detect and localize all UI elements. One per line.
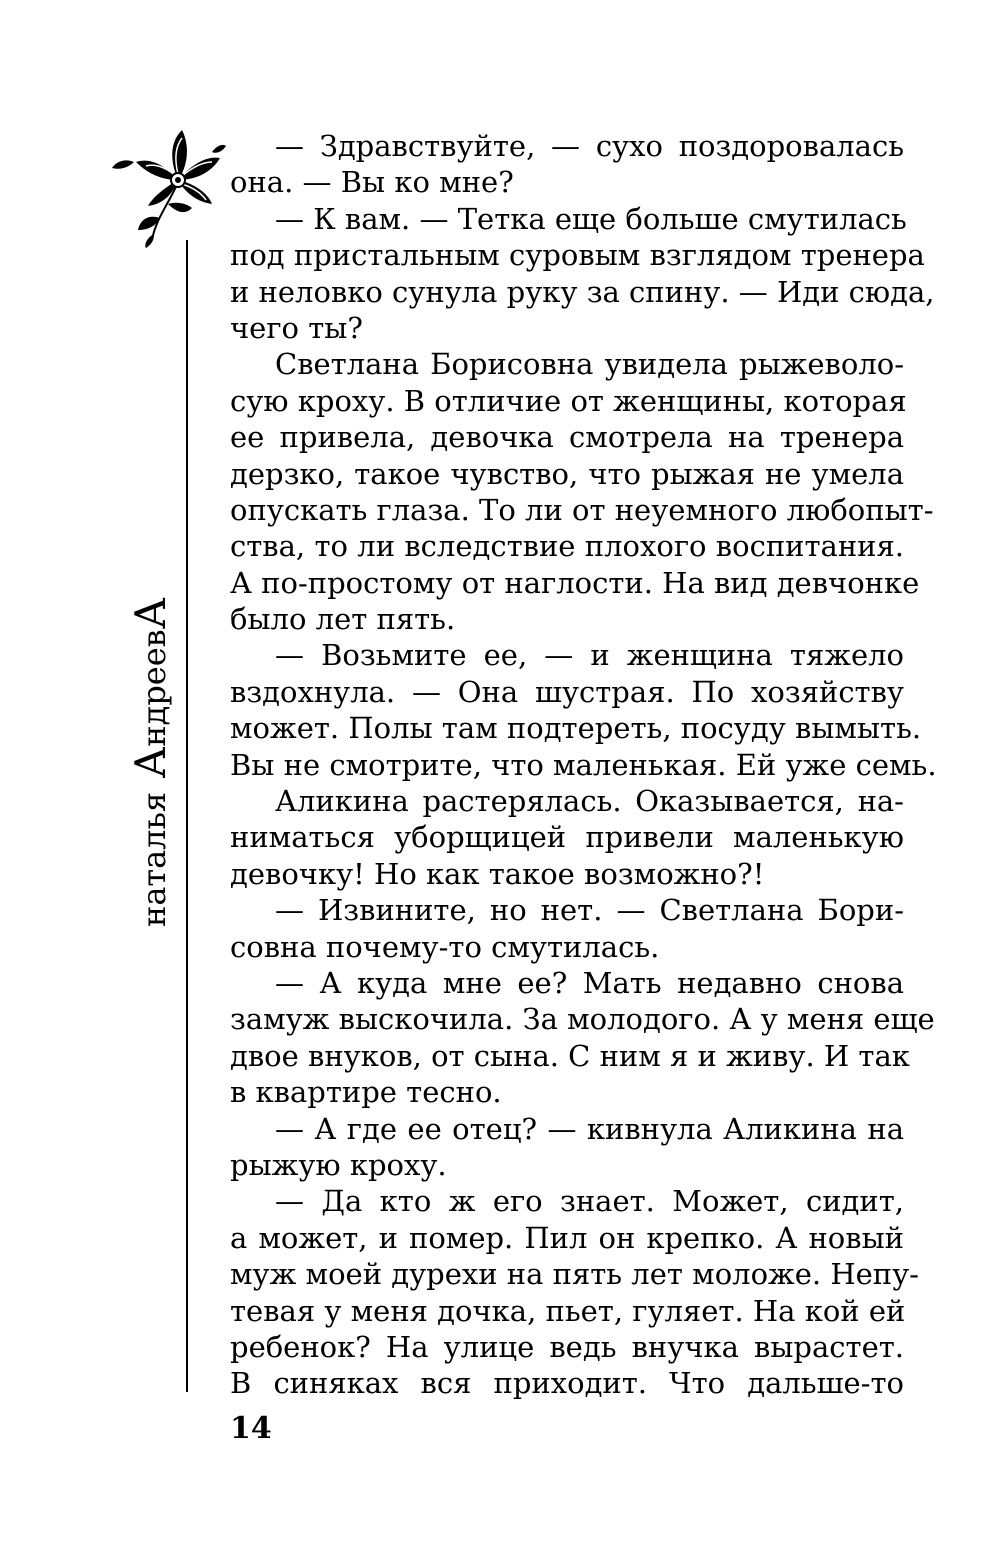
page-number: 14 (230, 1411, 272, 1446)
text-line: — Здравствуйте, — сухо поздоровалась (275, 129, 904, 163)
text-line: ниматься уборщицей привели маленькую (230, 820, 904, 855)
text-line: ребенок? На улице ведь внучка вырастет. (230, 1329, 904, 1364)
text-line: может. Полы там подтереть, посуду вымыть. (230, 711, 922, 746)
text-line: совна почему-то смутилась. (230, 929, 660, 964)
text-line: Аликина растерялась. Оказывается, на- (275, 784, 904, 819)
text-line: вздохнула. — Она шустрая. По хозяйству (230, 674, 904, 709)
text-line: Вы не смотрите, что маленькая. Ей уже семь. (230, 747, 937, 782)
text-line: муж моей дурехи на пять лет моложе. Непу- (230, 1257, 919, 1292)
text-line: ее привела, девочка смотрела на тренера (230, 420, 904, 455)
text-line: — Возьмите ее, — и женщина тяжело (275, 638, 904, 673)
text-line: сую кроху. В отличие от женщины, которая (230, 383, 907, 418)
margin-rule (186, 240, 188, 1392)
text-line: в квартире тесно. (230, 1075, 502, 1110)
flower-ornament-icon (108, 122, 226, 250)
text-line: — К вам. — Тетка еще больше смутилась (275, 201, 907, 236)
text-line: тевая у меня дочка, пьет, гуляет. На кой ей (230, 1293, 906, 1328)
text-line: рыжую кроху. (230, 1147, 447, 1182)
text-line: ства, то ли вследствие плохого воспитания. (230, 529, 904, 564)
text-line: а может, и помер. Пил он крепко. А новый (230, 1220, 904, 1255)
text-line: дерзко, такое чувство, что рыжая не умела (230, 456, 904, 491)
text-line: было лет пять. (230, 602, 456, 637)
text-line: В синяках вся приходит. Что дальше-то (230, 1366, 904, 1401)
text-line: девочку! Но как такое возможно?! (230, 856, 765, 891)
text-line: под пристальным суровым взглядом тренера (230, 238, 925, 273)
text-line: — Извините, но нет. — Светлана Бори- (275, 893, 904, 928)
text-line: — Да кто ж его знает. Может, сидит, (275, 1184, 904, 1219)
text-line: и неловко сунула руку за спину. — Иди сюда, (230, 274, 935, 309)
text-line: — А где ее отец? — кивнула Аликина на (275, 1111, 904, 1146)
body-text (230, 128, 937, 1402)
running-header-author: наталья АндреевА (126, 597, 175, 927)
text-line: А по-простому от наглости. На вид девчонке (230, 565, 920, 600)
text-line: — А куда мне ее? Мать недавно снова (275, 965, 904, 1000)
text-line: Светлана Борисовна увидела рыжеволо- (275, 347, 904, 382)
text-line: двое внуков, от сына. С ним я и живу. И так (230, 1038, 910, 1073)
text-line: она. — Вы ко мне? (230, 165, 514, 200)
text-line: замуж выскочила. За молодого. А у меня еще (230, 1002, 935, 1037)
text-line: опускать глаза. То ли от неуемного любопыт- (230, 492, 934, 527)
text-line: чего ты? (230, 310, 363, 345)
